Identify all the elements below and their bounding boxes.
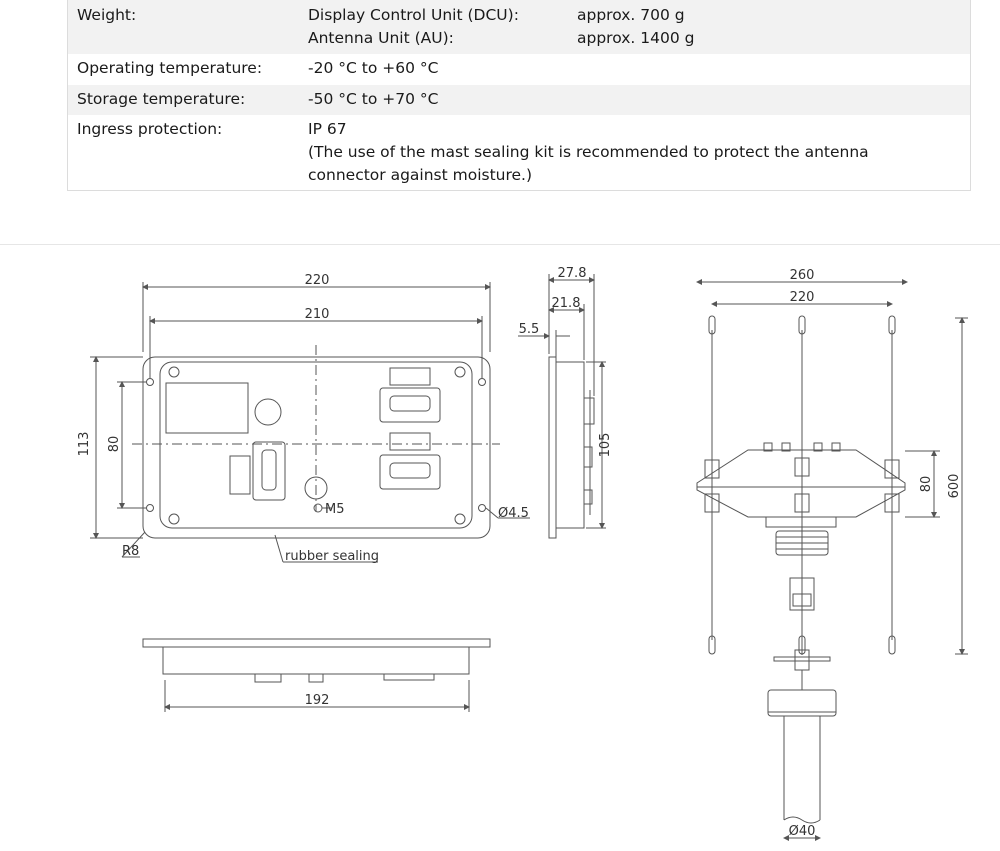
dim-antenna-mast-diameter: Ø40 [788, 824, 816, 839]
dim-dcu-width-inner: 210 [304, 307, 330, 322]
specifications-table [67, 0, 971, 191]
dim-dcu-side-height: 105 [598, 432, 613, 458]
dim-dcu-height-outer: 113 [77, 431, 92, 457]
dim-antenna-total-height: 600 [947, 473, 962, 499]
dim-dcu-hole: Ø4.5 [498, 506, 529, 521]
weight-au-label: Antenna Unit (AU): [308, 29, 454, 47]
dim-dcu-thread: M5 [325, 502, 345, 517]
ingress-note-line1: (The use of the mast sealing kit is recommended to protect the antenna [308, 143, 869, 161]
weight-dcu-label: Display Control Unit (DCU): [308, 6, 519, 24]
storage-temperature-value: -50 °C to +70 °C [308, 85, 971, 115]
dim-dcu-flange: 5.5 [518, 322, 540, 337]
dim-dcu-bottom-width: 192 [304, 693, 330, 708]
ingress-protection-label: Ingress protection: [77, 120, 223, 138]
dim-dcu-width-outer: 220 [304, 273, 330, 288]
storage-temperature-label: Storage temperature: [68, 85, 309, 115]
operating-temperature-value: -20 °C to +60 °C [308, 59, 439, 77]
weight-values [308, 0, 971, 54]
dcu-connector-left [253, 442, 285, 500]
label-rubber-sealing: rubber sealing [285, 549, 380, 564]
spec-row-operating-temperature [68, 54, 971, 85]
spec-row-weight [68, 0, 971, 54]
dim-antenna-span-outer: 260 [789, 268, 815, 283]
dcu-connector-bottom [380, 455, 440, 489]
ingress-protection-values [308, 115, 971, 191]
weight-au-value: approx. 1400 g [577, 29, 695, 47]
dim-dcu-depth-total: 27.8 [557, 266, 587, 281]
dim-dcu-depth-body: 21.8 [551, 296, 581, 311]
technical-drawing [0, 245, 1000, 851]
dim-dcu-radius: R8 [122, 544, 140, 559]
ingress-note-line2: connector against moisture.) [308, 166, 533, 184]
weight-dcu [308, 4, 970, 27]
weight-au [308, 27, 970, 50]
spec-row-storage-temperature [68, 85, 971, 115]
dcu-connector-top [380, 388, 440, 422]
dcu-front-view [90, 282, 530, 562]
dcu-side-view [518, 274, 606, 538]
dcu-side-flange [549, 357, 556, 538]
dim-antenna-body-height: 80 [919, 475, 934, 493]
dim-antenna-span-inner: 220 [789, 290, 815, 305]
dcu-display-window [166, 383, 248, 433]
dim-dcu-height-inner: 80 [107, 435, 122, 453]
ingress-protection-value: IP 67 [308, 120, 347, 138]
antenna-body [697, 450, 905, 517]
spec-row-ingress-protection [68, 115, 971, 191]
weight-label: Weight: [68, 0, 309, 54]
weight-dcu-value: approx. 700 g [577, 6, 685, 24]
antenna-unit-view [697, 282, 968, 838]
operating-temperature-label: Operating temperature: [77, 59, 263, 77]
dcu-knob [255, 399, 281, 425]
